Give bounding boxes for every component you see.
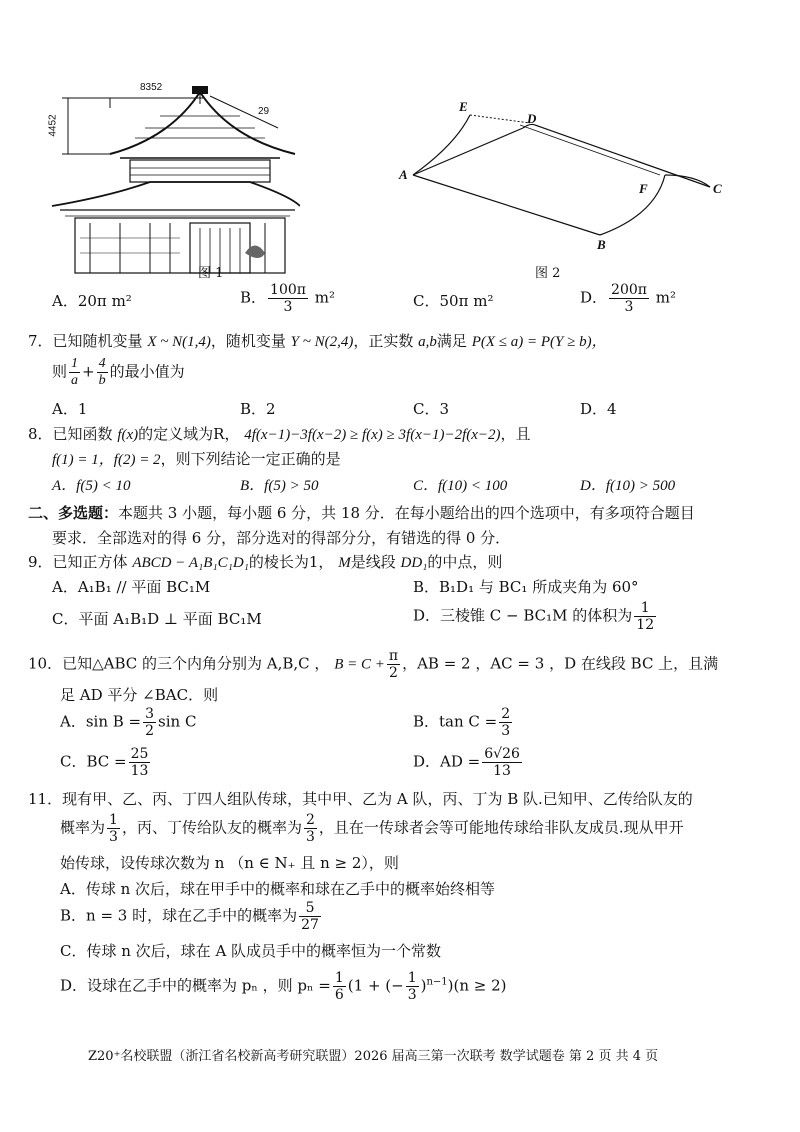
fig1-dim-width: 8352 <box>140 82 163 93</box>
q11-option-c: C．传球 n 次后，球在 A 队成员手中的概率恒为一个常数 <box>60 942 442 960</box>
q6-option-c: C．50π m² <box>413 292 494 310</box>
q11-line3: 始传球，设传球次数为 n （n ∈ N₊ 且 n ≥ 2），则 <box>60 854 399 872</box>
page-footer: Z20⁺名校联盟（浙江省名校新高考研究联盟）2026 届高三第一次联考 数学试题卷 第 2 页 共 4 页 <box>88 1049 659 1064</box>
q9-stem: 9．已知正方体 ABCD − A₁B₁C₁D₁的棱长为1， M是线段 DD₁的中点，则 <box>28 553 503 571</box>
q10-option-b: B．tan C = $\frac{2}{3}$ <box>413 706 511 739</box>
figure-2-caption: 图 2 <box>535 266 561 281</box>
section2-line2: 要求．全部选对的得 6 分，部分选对的得部分分，有错选的得 0 分． <box>52 529 511 547</box>
q9-option-c: C．平面 A₁B₁D ⊥ 平面 BC₁M <box>52 610 262 628</box>
q7-option-a: A．1 <box>52 400 88 418</box>
q9-option-b: B．B₁D₁ 与 BC₁ 所成夹角为 60° <box>413 578 639 596</box>
q9-option-d: D．三棱锥 C − BC₁M 的体积为 $\frac{1}{12}$ <box>413 600 655 633</box>
fig1-dim-slope: 29 <box>258 106 270 117</box>
q10-line1: 10．已知△ABC 的三个内角分别为 A,B,C ， B = C + $\frac{\pi}{2}$ ，AB = 2 ，AC = 3 ，D 在线段 BC 上，且满 <box>28 648 719 681</box>
fig2-label-B: B <box>597 237 606 252</box>
curved-sheet-drawing <box>395 95 740 265</box>
section2-header: 二、多选题：本题共 3 小题，每小题 6 分，共 18 分．在每小题给出的四个选项中，有多项符合题目 <box>28 504 695 522</box>
q7-option-b: B．2 <box>240 400 276 418</box>
q8-line2: f(1) = 1，f(2) = 2，则下列结论一定正确的是 <box>52 450 341 468</box>
q11-option-a: A．传球 n 次后，球在甲手中的概率和球在乙手中的概率始终相等 <box>60 880 496 898</box>
q8-option-a: A．f(5) < 10 <box>52 478 131 494</box>
q6-option-b: B． $\frac{100\pi}{3}$ m² <box>240 282 335 315</box>
q7-line1: 7．已知随机变量 X ~ N(1,4)，随机变量 Y ~ N(2,4)，正实数 a,b满足 P(X ≤ a) = P(Y ≥ b)， <box>28 332 607 350</box>
q11-line1: 11．现有甲、乙、丙、丁四人组队传球，其中甲、乙为 A 队，丙、丁为 B 队.已知甲、乙传给队友的 <box>28 790 693 808</box>
q10-line2: 足 AD 平分 ∠BAC．则 <box>60 686 219 704</box>
q10-option-c: C．BC = $\frac{25}{13}$ <box>60 746 149 779</box>
fig2-label-C: C <box>713 181 722 196</box>
figure-1-caption: 图 1 <box>198 266 224 281</box>
q8-option-d: D．f(10) > 500 <box>580 478 676 494</box>
q9-option-a: A．A₁B₁ // 平面 BC₁M <box>52 578 211 596</box>
fig2-label-A: A <box>399 167 408 182</box>
fig2-label-E: E <box>459 99 468 114</box>
q6-option-a: A．20π m² <box>52 292 132 310</box>
q6-option-d: D． $\frac{200\pi}{3}$ m² <box>580 282 676 315</box>
fig2-label-D: D <box>527 111 537 126</box>
q7-line2: 则 $\frac{1}{a}$ + $\frac{4}{b}$ 的最小值为 <box>52 356 185 388</box>
q7-option-d: D．4 <box>580 400 617 418</box>
fig1-dim-height: 4452 <box>47 114 59 137</box>
q11-option-d: D．设球在乙手中的概率为 pₙ ，则 pₙ = $\frac{1}{6}$ (1 + (− $\frac{1}{3}$ )$^{n-1}$)(n ≥ 2) <box>60 970 507 1003</box>
figure-1 <box>47 78 300 278</box>
q8-option-c: C．f(10) < 100 <box>413 478 508 494</box>
q7-option-c: C．3 <box>413 400 450 418</box>
fig2-label-F: F <box>639 181 648 196</box>
q10-option-d: D．AD = $\frac{6√26}{13}$ <box>413 746 520 779</box>
q10-option-a: A．sin B = $\frac{3}{2}$ sin C <box>60 706 197 739</box>
q11-line2: 概率为 $\frac{1}{3}$ ，丙、丁传给队友的概率为 $\frac{2}{3}$ ，且在一传球者会等可能地传球给非队友成员.现从甲开 <box>60 812 684 845</box>
q11-option-b: B．n = 3 时，球在乙手中的概率为 $\frac{5}{27}$ <box>60 900 319 933</box>
q8-option-b: B．f(5) > 50 <box>240 478 319 494</box>
figure-2 <box>395 95 740 265</box>
q8-line1: 8．已知函数 f(x)的定义域为R， 4f(x−1)−3f(x−2) ≥ f(x) ≥ 3f(x−1)−2f(x−2)，且 <box>28 425 531 443</box>
